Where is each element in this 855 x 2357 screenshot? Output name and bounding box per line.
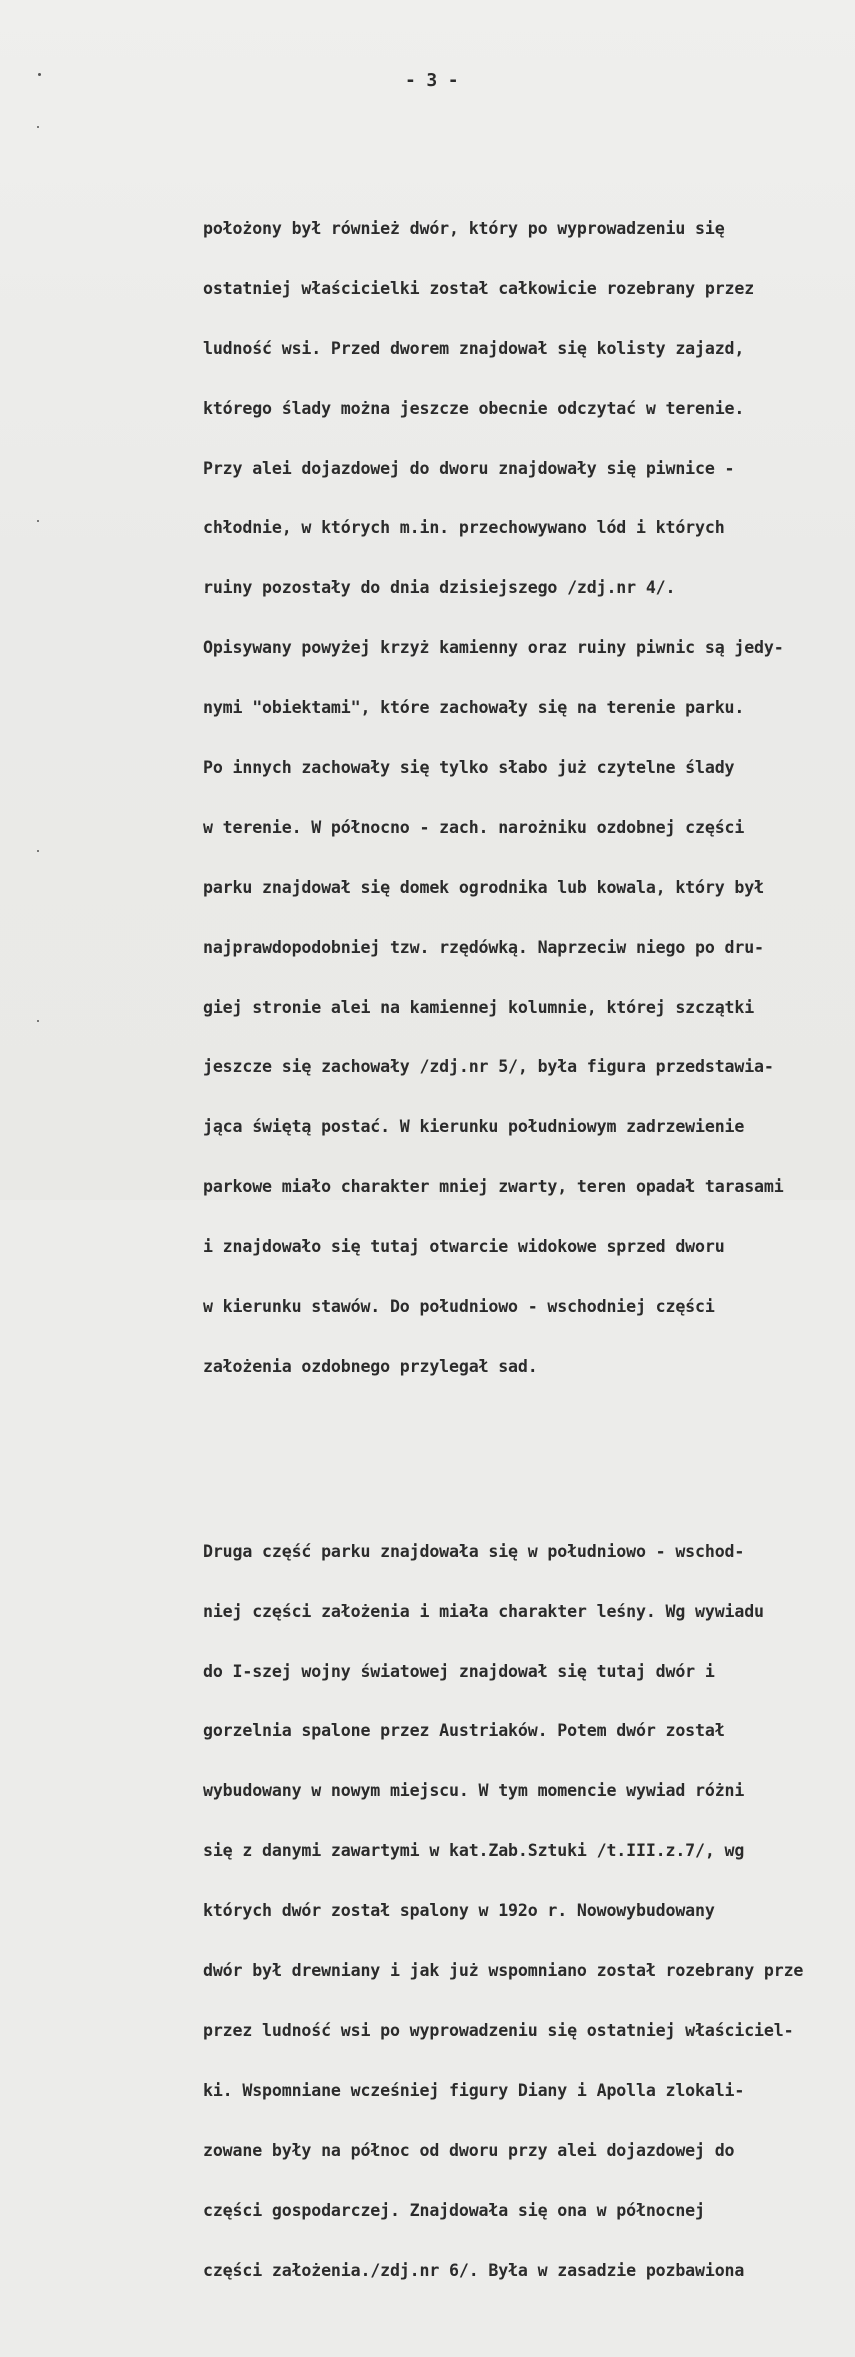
text-line: dwór był drewniany i jak już wspomniano został rozebrany prze <box>203 1961 804 1981</box>
text-line: założenia ozdobnego przylegał sad. <box>203 1356 538 1376</box>
document-body <box>203 142 803 2357</box>
text-line: położony był również dwór, który po wyprowadzeniu się <box>203 219 725 238</box>
text-line: Druga część parku znajdowała się w południowo - wschod- <box>203 1541 745 1561</box>
text-line: ruiny pozostały do dnia dzisiejszego /zdj.nr 4/. <box>203 578 676 598</box>
text-line: jeszcze się zachowały /zdj.nr 5/, była figura przedstawia- <box>203 1057 774 1077</box>
margin-dot <box>37 520 39 522</box>
margin-dot <box>37 1020 39 1022</box>
text-line: Przy alei dojazdowej do dworu znajdowały się piwnice - <box>203 458 735 478</box>
text-line: ostatniej właścicielki został całkowicie rozebrany przez <box>203 278 755 298</box>
text-line: Opisywany powyżej krzyż kamienny oraz ruiny piwnic są jedy- <box>203 638 784 658</box>
text-line: przez ludność wsi po wyprowadzeniu się ostatniej właściciel- <box>203 2020 794 2040</box>
margin-dot <box>38 73 41 76</box>
text-line: parku znajdował się domek ogrodnika lub kowala, który był <box>203 877 764 897</box>
text-line: się z danymi zawartymi w kat.Zab.Sztuki /t.III.z.7/, wg <box>203 1841 745 1861</box>
text-line: ludność wsi. Przed dworem znajdował się kolisty zajazd, <box>203 338 745 358</box>
text-line: wybudowany w nowym miejscu. W tym momencie wywiad różni <box>203 1781 745 1801</box>
paragraph <box>203 1503 803 2320</box>
page-number: - 3 - <box>405 70 459 91</box>
text-line: nymi "obiektami", które zachowały się na terenie parku. <box>203 698 745 718</box>
paragraph-gap <box>203 1454 803 1465</box>
text-line: w kierunku stawów. Do południowo - wschodniej części <box>203 1297 715 1317</box>
text-line: i znajdowało się tutaj otwarcie widokowe sprzed dworu <box>203 1237 725 1257</box>
text-line: zowane były na północ od dworu przy alei dojazdowej do <box>203 2140 735 2160</box>
text-line: najprawdopodobniej tzw. rzędówką. Naprzeciw niego po dru- <box>203 937 764 957</box>
text-line: giej stronie alei na kamiennej kolumnie, której szczątki <box>203 997 755 1017</box>
paragraph <box>203 180 803 1416</box>
text-line: do I-szej wojny światowej znajdował się tutaj dwór i <box>203 1661 715 1681</box>
text-line: parkowe miało charakter mniej zwarty, teren opadał tarasami <box>203 1177 784 1197</box>
text-line: jąca świętą postać. W kierunku południowym zadrzewienie <box>203 1117 745 1137</box>
text-line: chłodnie, w których m.in. przechowywano lód i których <box>203 518 725 538</box>
text-line: części gospodarczej. Znajdowała się ona w północnej <box>203 2200 705 2220</box>
text-line: w terenie. W północno - zach. narożniku ozdobnej części <box>203 817 745 837</box>
text-line: ki. Wspomniane wcześniej figury Diany i Apolla zlokali- <box>203 2080 745 2100</box>
margin-dot <box>37 850 39 852</box>
text-line: gorzelnia spalone przez Austriaków. Potem dwór został <box>203 1721 725 1741</box>
margin-dot <box>37 126 39 128</box>
text-line: części założenia./zdj.nr 6/. Była w zasadzie pozbawiona <box>203 2260 745 2280</box>
text-line: którego ślady można jeszcze obecnie odczytać w terenie. <box>203 398 745 418</box>
text-line: których dwór został spalony w 192o r. Nowowybudowany <box>203 1901 715 1921</box>
text-line: niej części założenia i miała charakter leśny. Wg wywiadu <box>203 1601 764 1621</box>
text-line: Po innych zachowały się tylko słabo już czytelne ślady <box>203 758 735 778</box>
